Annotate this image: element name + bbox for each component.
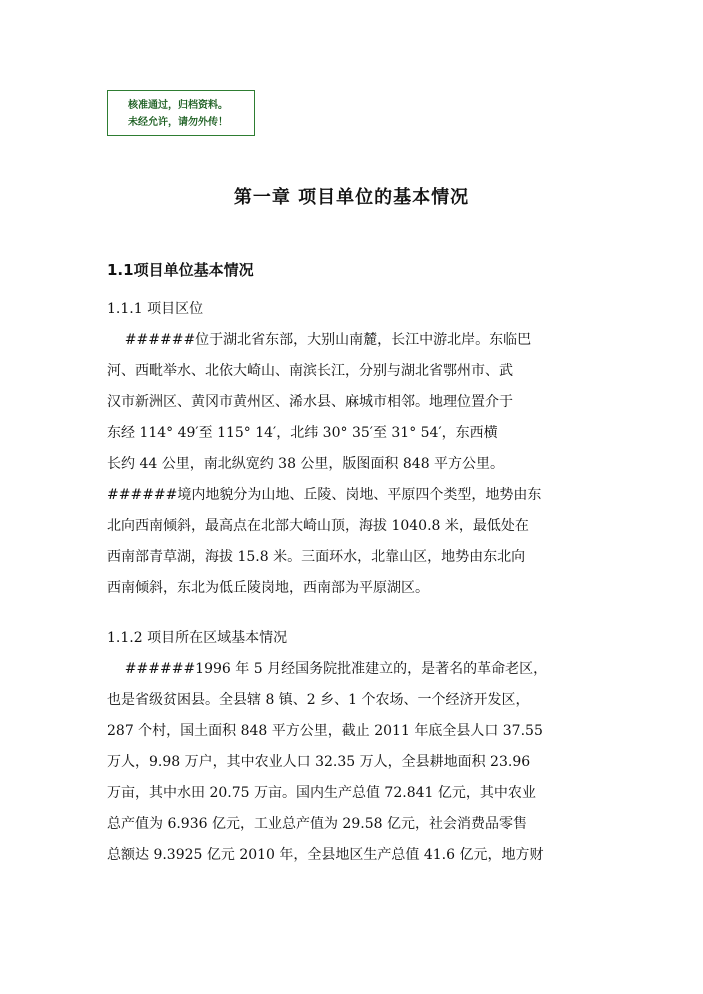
paragraph-terrain xyxy=(107,480,597,604)
text-line: ######位于湖北省东部，大别山南麓，长江中游北岸。东临巴 xyxy=(107,332,532,348)
text-line: 汉市新洲区、黄冈市黄州区、浠水县、麻城市相邻。地理位置介于 xyxy=(107,394,513,410)
stamp-line-1: 核准通过，归档资料。 xyxy=(128,100,228,111)
paragraph-location xyxy=(107,325,597,480)
text-line: 河、西毗举水、北依大崎山、南滨长江，分别与湖北省鄂州市、武 xyxy=(107,363,513,379)
text-line: 万人，9.98 万户，其中农业人口 32.35 万人，全县耕地面积 23.96 xyxy=(107,754,531,770)
text-line: 总产值为 6.936 亿元，工业总产值为 29.58 亿元，社会消费品零售 xyxy=(107,816,527,832)
text-line: ######1996 年 5 月经国务院批准建立的，是著名的革命老区， xyxy=(107,661,548,677)
text-line: ######境内地貌分为山地、丘陵、岗地、平原四个类型，地势由东 xyxy=(107,487,542,503)
text-line: 287 个村，国土面积 848 平方公里，截止 2011 年底全县人口 37.55 xyxy=(107,723,543,739)
text-line: 也是省级贫困县。全县辖 8 镇、2 乡、1 个农场、一个经济开发区， xyxy=(107,692,530,708)
text-line: 万亩，其中水田 20.75 万亩。国内生产总值 72.841 亿元，其中农业 xyxy=(107,785,536,801)
stamp-line-2: 未经允许，请勿外传！ xyxy=(128,117,228,128)
text-line: 西南部青草湖，海拔 15.8 米。三面环水，北靠山区，地势由东北向 xyxy=(107,549,526,565)
text-line: 东经 114° 49′至 115° 14′，北纬 30° 35′至 31° 54′，东西横 xyxy=(107,425,498,441)
section-heading-1-1-1: 1.1.1 项目区位 xyxy=(107,301,204,317)
text-line: 长约 44 公里，南北纵宽约 38 公里，版图面积 848 平方公里。 xyxy=(107,456,505,472)
approval-stamp xyxy=(107,90,255,136)
chapter-title: 第一章 项目单位的基本情况 xyxy=(233,187,470,208)
text-line: 北向西南倾斜，最高点在北部大崎山顶，海拔 1040.8 米，最低处在 xyxy=(107,518,529,534)
section-heading-1-1-2: 1.1.2 项目所在区域基本情况 xyxy=(107,630,288,646)
text-line: 西南倾斜，东北为低丘陵岗地，西南部为平原湖区。 xyxy=(107,580,429,596)
paragraph-region xyxy=(107,654,597,871)
text-line: 总额达 9.3925 亿元 2010 年，全县地区生产总值 41.6 亿元，地方财 xyxy=(107,847,544,863)
section-heading-1-1: 1.1项目单位基本情况 xyxy=(107,261,254,279)
